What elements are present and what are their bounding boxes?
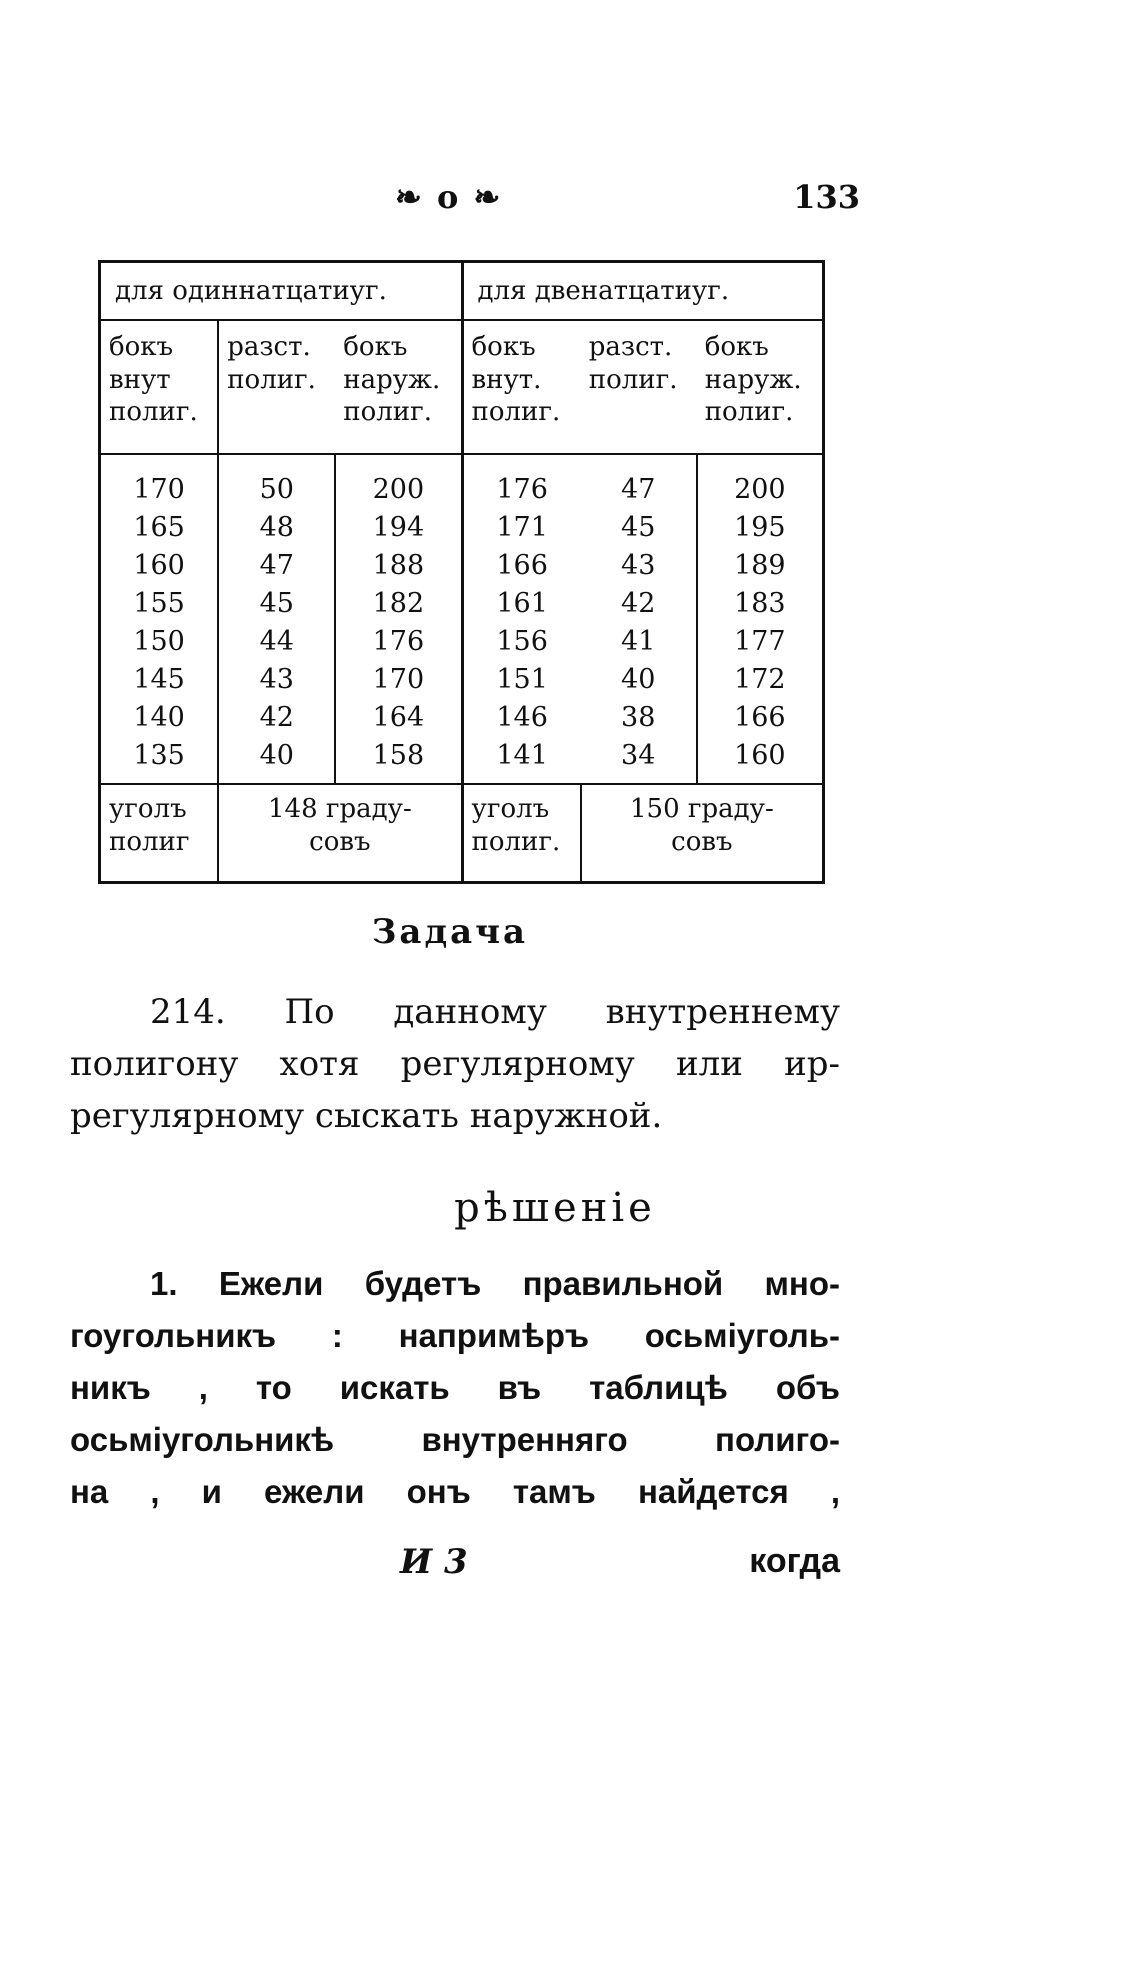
cell-inner-right: 176	[462, 454, 581, 509]
cell-distance-left: 40	[218, 737, 335, 784]
fortification-table	[98, 260, 825, 884]
cell-inner-left: 160	[133, 550, 185, 581]
cell-distance-right: 45	[621, 512, 656, 543]
cell-inner-right: 171	[462, 509, 581, 547]
task-paragraph	[70, 986, 840, 1142]
cell-inner-left: 140	[133, 702, 185, 733]
table-column-header-row	[100, 320, 824, 454]
cell-distance-right: 40	[621, 664, 656, 695]
signature-mark: И 3	[400, 1542, 468, 1582]
cell-distance-right: 34	[621, 740, 656, 771]
cell-inner-right: 166	[462, 547, 581, 585]
task-line: регулярному сыскать наружной.	[70, 1096, 663, 1136]
cell-outer-left: 200	[335, 454, 462, 509]
cell-outer-right: 189	[697, 547, 824, 585]
cell-outer-right: 177	[697, 623, 824, 661]
table-row	[100, 509, 824, 547]
cell-distance-right: 43	[621, 550, 656, 581]
cell-outer-left: 182	[335, 585, 462, 623]
cell-outer-left: 158	[335, 737, 462, 784]
cell-inner-right: 146	[462, 699, 581, 737]
cell-inner-left: 150	[133, 626, 185, 657]
cell-inner-right: 161	[462, 585, 581, 623]
cell-distance-left: 42	[218, 699, 335, 737]
cell-inner-right: 151	[462, 661, 581, 699]
column-header-outer-side-left: бокъ наруж. полиг.	[335, 320, 462, 454]
table-group-header-row	[100, 262, 824, 321]
solution-line: на , и ежели онъ тамъ найдется ,	[70, 1473, 840, 1510]
cell-outer-left: 176	[335, 623, 462, 661]
cell-distance-left: 45	[218, 585, 335, 623]
cell-outer-right: 160	[697, 737, 824, 784]
angle-value-right: 150 граду- совъ	[581, 784, 824, 883]
cell-outer-right: 200	[697, 454, 824, 509]
header-ornament: ❧ o ❧	[395, 178, 503, 216]
table-row	[100, 547, 824, 585]
column-header-distance-left: разст. полиг.	[218, 320, 335, 454]
page-header	[80, 178, 860, 228]
solution-line: никъ , то искать въ таблицѣ объ	[70, 1369, 840, 1406]
cell-inner-left: 135	[133, 740, 185, 771]
solution-line: осьміугольникѣ внутренняго полиго-	[70, 1421, 840, 1458]
table-row	[100, 737, 824, 784]
cell-distance-right: 47	[621, 474, 656, 505]
cell-inner-left: 155	[133, 588, 185, 619]
page-number: 133	[793, 178, 860, 216]
task-heading: Задача	[371, 912, 529, 952]
cell-outer-right: 183	[697, 585, 824, 623]
cell-outer-left: 188	[335, 547, 462, 585]
table-row	[100, 585, 824, 623]
page-footer	[70, 1542, 840, 1592]
cell-distance-left: 48	[218, 509, 335, 547]
cell-outer-left: 194	[335, 509, 462, 547]
column-header-outer-side-right: бокъ наруж. полиг.	[697, 320, 824, 454]
table-angle-row	[100, 784, 824, 883]
table-row	[100, 623, 824, 661]
table-row	[100, 699, 824, 737]
cell-distance-right: 42	[621, 588, 656, 619]
cell-inner-left: 165	[133, 512, 185, 543]
task-line: полигону хотя регулярному или ир-	[70, 1044, 840, 1084]
cell-inner-right: 141	[462, 737, 581, 784]
cell-outer-right: 195	[697, 509, 824, 547]
task-line: 214. По данному внутреннему	[150, 992, 840, 1032]
cell-distance-right: 38	[621, 702, 656, 733]
cell-inner-right: 156	[462, 623, 581, 661]
cell-outer-left: 170	[335, 661, 462, 699]
column-header-inner-side-left: бокъ внут полиг.	[100, 320, 219, 454]
cell-inner-left: 145	[133, 664, 185, 695]
catchword: когда	[749, 1542, 840, 1580]
cell-distance-left: 43	[218, 661, 335, 699]
solution-line: 1. Ежели будетъ правильной мно-	[150, 1265, 840, 1302]
cell-distance-left: 44	[218, 623, 335, 661]
solution-heading: рѣшеніе	[454, 1185, 656, 1231]
solution-line: гоугольникъ : напримѣръ осьміуголь-	[70, 1317, 840, 1354]
cell-distance-left: 50	[218, 454, 335, 509]
cell-outer-left: 164	[335, 699, 462, 737]
solution-paragraph	[70, 1258, 840, 1518]
cell-distance-left: 47	[218, 547, 335, 585]
angle-value-left: 148 граду- совъ	[218, 784, 462, 883]
column-header-inner-side-right: бокъ внут. полиг.	[462, 320, 581, 454]
table-row	[100, 454, 824, 509]
group-header-twelve-sided: для двенатцатиуг.	[462, 262, 823, 321]
angle-label-right: уголъ полиг.	[462, 784, 581, 883]
cell-distance-right: 41	[621, 626, 656, 657]
cell-outer-right: 172	[697, 661, 824, 699]
group-header-eleven-sided: для одиннатцатиуг.	[100, 262, 463, 321]
cell-outer-right: 166	[697, 699, 824, 737]
column-header-distance-right: разст. полиг.	[581, 320, 697, 454]
cell-inner-left: 170	[133, 474, 185, 505]
table-row	[100, 661, 824, 699]
angle-label-left: уголъ полиг	[100, 784, 219, 883]
